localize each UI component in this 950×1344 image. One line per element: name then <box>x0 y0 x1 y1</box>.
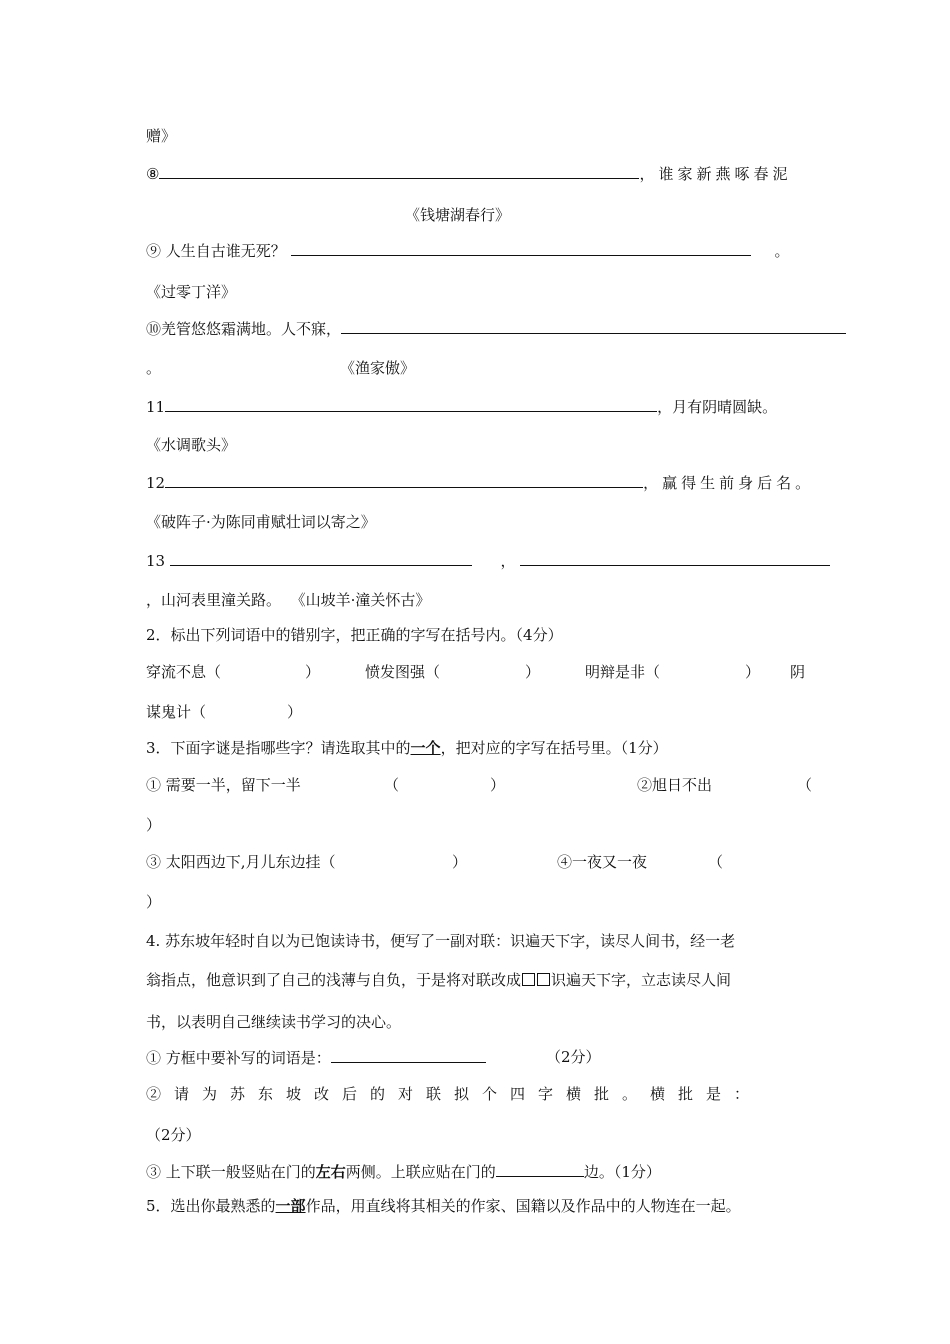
q4-sub-1-text: ① 方框中要补写的词语是： <box>146 1049 331 1067</box>
poem-10-end: 。 <box>146 359 162 377</box>
q3-riddle-4-close: ） <box>146 893 162 911</box>
q2-title: 2．标出下列词语中的错别字，把正确的字写在括号内。（4分） <box>146 626 563 644</box>
box-icon <box>537 973 550 986</box>
q4-para-1: 4. 苏东坡年轻时自以为已饱读诗书，便写了一副对联：识遍天下字，读尽人间书，经一老 <box>146 932 736 950</box>
q4-para-2 <box>146 970 731 990</box>
poem-11-text: ，月有阴晴圆缺。 <box>657 398 778 416</box>
poem-11-line <box>146 396 777 417</box>
q2-item-1: 穿流不息（ <box>146 663 222 681</box>
q4-para-2-before: 翁指点，他意识到了自己的浅薄与自负，于是将对联改成 <box>146 971 522 989</box>
box-icon <box>522 973 535 986</box>
q3-title-emph: 一个 <box>410 739 441 757</box>
poem-13-comma: ， <box>500 552 516 570</box>
poem-13-text: ，山河表里潼关路。 <box>146 591 282 609</box>
poem-9-source: 《过零丁洋》 <box>146 283 237 301</box>
q4-para-2-after: 识遍天下字，立志读尽人间 <box>551 971 732 989</box>
q3-riddle-3: ③ 太阳西边下,月儿东边挂（ <box>146 853 336 871</box>
poem-10-source: 《渔家傲》 <box>340 359 416 377</box>
q3-riddle-4-open: （ <box>708 853 724 871</box>
q3-riddle-2-close: ） <box>146 816 162 834</box>
q4-sub-2-score: （2分） <box>146 1126 201 1144</box>
q3-title <box>146 738 668 758</box>
poem-13-blank-1[interactable] <box>170 550 472 566</box>
poem-12-text: ，赢得生前身后名。 <box>643 474 815 492</box>
poem-13-line-2 <box>146 590 430 610</box>
poem-12-line <box>146 472 814 493</box>
poem-12-source: 《破阵子·为陈同甫赋壮词以寄之》 <box>146 513 376 531</box>
q5-title <box>146 1196 741 1216</box>
q2-item-4-close: ） <box>287 703 303 721</box>
q3-riddle-2-open: （ <box>797 776 813 794</box>
poem-13-num: 13 <box>146 552 166 570</box>
q4-sub-3-blank[interactable] <box>496 1161 584 1177</box>
q4-para-3: 书，以表明自己继续读书学习的决心。 <box>146 1013 402 1031</box>
q3-riddle-3-close: ） <box>452 853 468 871</box>
q4-sub-1-blank[interactable] <box>331 1047 486 1063</box>
poem-13-line <box>146 550 830 571</box>
q4-sub-3 <box>146 1161 661 1182</box>
q3-title-after: ，把对应的字写在括号里。（1分） <box>440 739 668 757</box>
q3-riddle-1: ① 需要一半，留下一半 <box>146 776 301 794</box>
poem-8-source: 《钱塘湖春行》 <box>405 206 511 224</box>
poem-11-source: 《水调歌头》 <box>146 436 237 454</box>
poem-11-num: 11 <box>146 398 166 416</box>
poem-10-line <box>146 318 846 339</box>
q2-item-2: 愤发图强（ <box>365 663 441 681</box>
q2-item-4-start: 阴 <box>790 663 806 681</box>
poem-12-blank[interactable] <box>165 472 643 488</box>
q4-sub-2: ②请为苏东坡改后的对联拟个四字横批。横批是： <box>146 1085 763 1103</box>
q2-item-3: 明辩是非（ <box>585 663 661 681</box>
q5-emph: 一部 <box>275 1197 306 1215</box>
q2-item-4: 谋鬼计（ <box>146 703 207 721</box>
poem-9-blank[interactable] <box>291 240 751 256</box>
poem-8-num: ⑧ <box>146 165 160 183</box>
q4-sub-3-before: ③ 上下联一般竖贴在门的 <box>146 1163 316 1181</box>
q4-sub-3-emph: 左右 <box>315 1163 346 1181</box>
poem-8-text: ，谁家新燕啄春泥 <box>639 165 792 183</box>
q2-item-3-close: ） <box>745 663 761 681</box>
poem-12-num: 12 <box>146 474 166 492</box>
q2-item-2-close: ） <box>525 663 541 681</box>
poem-9-line <box>146 240 789 261</box>
q4-sub-3-after: 边。（1分） <box>583 1163 661 1181</box>
poem-9-text: 人生自古谁无死？ <box>165 242 286 260</box>
poem-8-blank[interactable] <box>159 163 639 179</box>
poem-9-end: 。 <box>774 242 790 260</box>
q4-sub-1-score: （2分） <box>546 1048 601 1066</box>
poem-11-blank[interactable] <box>165 396 657 412</box>
poem-9-num: ⑨ <box>146 242 162 260</box>
poem-13-source: 《山坡羊·潼关怀古》 <box>290 591 431 609</box>
poem-8-line <box>146 163 791 184</box>
poem-10-text: 羌管悠悠霜满地。人不寐， <box>161 320 342 338</box>
poem-10-blank[interactable] <box>341 318 846 334</box>
q5-before: 5．选出你最熟悉的 <box>146 1197 276 1215</box>
q3-riddle-4: ④一夜又一夜 <box>557 853 648 871</box>
q3-riddle-1-close: ） <box>490 776 506 794</box>
q2-item-1-close: ） <box>305 663 321 681</box>
poem-10-num: ⑩ <box>146 320 162 338</box>
q3-title-before: 3．下面字谜是指哪些字？请选取其中的 <box>146 739 411 757</box>
q5-after: 作品，用直线将其相关的作家、国籍以及作品中的人物连在一起。 <box>305 1197 741 1215</box>
poem-13-blank-2[interactable] <box>520 550 830 566</box>
q3-riddle-2: ②旭日不出 <box>637 776 713 794</box>
q4-sub-1 <box>146 1047 486 1068</box>
q4-sub-3-mid: 两侧。上联应贴在门的 <box>345 1163 496 1181</box>
poem-7-tail: 赠》 <box>146 127 177 145</box>
q3-riddle-1-open: （ <box>384 776 400 794</box>
